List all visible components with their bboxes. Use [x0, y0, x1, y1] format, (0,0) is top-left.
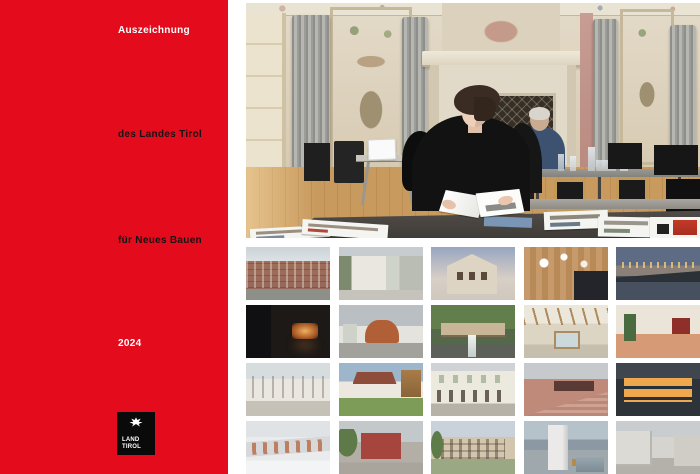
acoustic-pillar-4 — [670, 25, 696, 157]
grid-photo-red-school-building — [339, 421, 423, 474]
grid-photo-gorge-building — [431, 305, 515, 358]
black-chair-left-2 — [334, 141, 364, 183]
cover-title-line-1: Auszeichnung — [118, 25, 190, 36]
grid-photo-copper-hall-square — [339, 305, 423, 358]
paper-sheet-red-graphic — [650, 217, 700, 238]
grid-photo-brick-office-building — [246, 247, 330, 300]
chimney-breast-fresco — [442, 3, 560, 55]
grid-photo-dark-lounge-fireplace — [246, 305, 330, 358]
cover-title-line-3: für Neues Bauen — [118, 235, 202, 246]
blue-paper-strip — [484, 216, 532, 228]
grid-photo-apartment-block-park — [431, 421, 515, 474]
grid-photo-arcade-building — [431, 363, 515, 416]
project-photo-grid — [246, 247, 700, 474]
cover-panel — [0, 0, 228, 474]
grid-photo-snowy-wall-panels — [246, 421, 330, 474]
grid-photo-gabled-house — [431, 247, 515, 300]
grid-photo-pink-concrete-building — [524, 363, 608, 416]
grid-photo-glass-building-night — [616, 363, 700, 416]
paper-sheet — [598, 216, 656, 237]
grid-photo-white-housing-plaza — [246, 363, 330, 416]
grid-photo-terracotta-interior — [616, 305, 700, 358]
cover-title-line-2: des Landes Tirol — [118, 129, 203, 140]
black-chair-right-1 — [608, 143, 642, 169]
grid-photo-farmhouse-courtyard — [339, 363, 423, 416]
land-tirol-logo — [117, 412, 155, 455]
tirol-eagle-icon — [128, 415, 144, 427]
logo-wordmark — [122, 437, 141, 450]
logo-word-tirol: TIROL — [122, 443, 141, 450]
grid-photo-beamed-attic-interior — [524, 305, 608, 358]
grid-photo-river-bridge-dusk — [616, 247, 700, 300]
seated-man-white-hair — [529, 107, 550, 120]
grid-photo-timber-interior — [524, 247, 608, 300]
fresco-panel-right — [620, 9, 674, 165]
logo-word-land: LAND — [122, 437, 140, 443]
black-chair-right-2 — [654, 145, 698, 175]
hero-photo — [246, 3, 700, 238]
black-chair-left-1 — [304, 143, 330, 181]
grid-photo-grey-street-ensemble — [616, 421, 700, 474]
cover-year: 2024 — [118, 338, 142, 349]
white-sign-card — [368, 139, 397, 161]
grid-photo-white-tower-river — [524, 421, 608, 474]
grid-photo-white-chapel — [339, 247, 423, 300]
panelled-door — [246, 13, 286, 175]
